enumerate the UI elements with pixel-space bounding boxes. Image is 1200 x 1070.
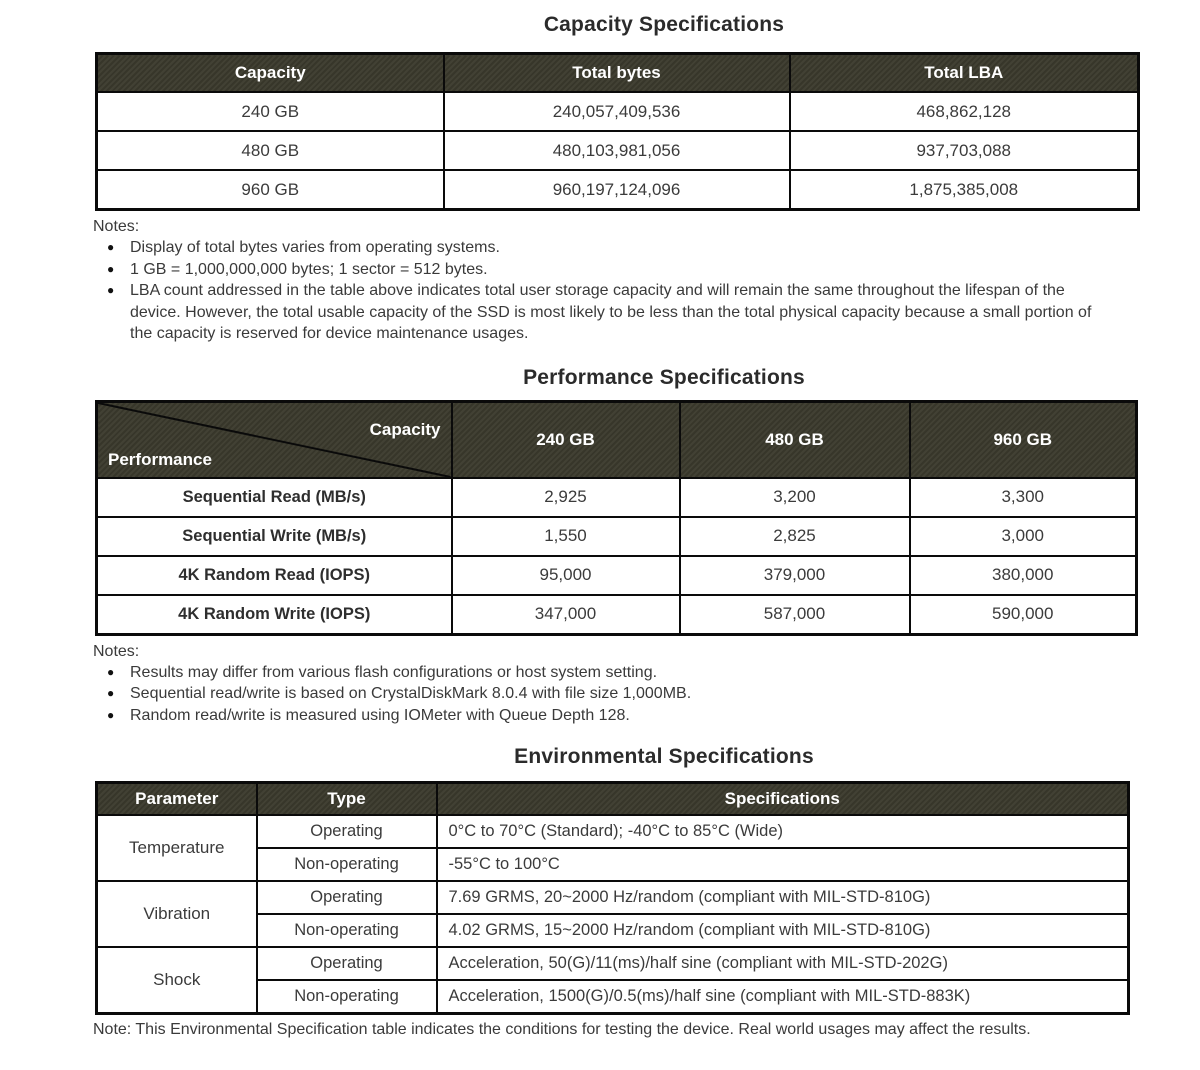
type-cell: Operating	[257, 881, 437, 914]
total-lba-cell: 468,862,128	[790, 92, 1139, 131]
type-cell: Non-operating	[257, 848, 437, 881]
value-cell: 3,000	[910, 517, 1137, 556]
table-row	[97, 881, 1129, 914]
table-row	[97, 947, 1129, 980]
type-cell: Non-operating	[257, 980, 437, 1014]
capacity-notes	[93, 216, 1095, 345]
capacity-cell: 960 GB	[97, 170, 444, 210]
note-text: Sequential read/write is based on CrystalDiskMark 8.0.4 with file size 1,000MB.	[130, 685, 692, 702]
table-row	[97, 170, 1139, 210]
performance-notes	[93, 641, 1095, 727]
note-text: Results may differ from various flash configurations or host system setting.	[130, 663, 658, 681]
column-header-parameter: Parameter	[97, 783, 257, 816]
table-row	[97, 815, 1129, 848]
capacity-cell: 240 GB	[97, 92, 444, 131]
column-header-480gb: 480 GB	[680, 401, 910, 478]
bullet-icon: ●	[107, 664, 115, 679]
bullet-icon: ●	[107, 686, 115, 700]
table-row	[97, 517, 1137, 556]
type-cell: Operating	[257, 947, 437, 980]
note-item	[93, 280, 1095, 345]
capacity-cell: 480 GB	[97, 131, 444, 170]
notes-label: Notes:	[93, 642, 140, 660]
column-header-specifications: Specifications	[437, 783, 1129, 816]
note-text: 1 GB = 1,000,000,000 bytes; 1 sector = 512 bytes.	[130, 260, 488, 278]
note-item	[93, 683, 1095, 705]
note-item	[93, 705, 1095, 727]
performance-metric-label: Sequential Write (MB/s)	[97, 517, 452, 556]
table-header-row	[97, 783, 1129, 816]
table-row	[97, 131, 1139, 170]
performance-metric-label: 4K Random Write (IOPS)	[97, 595, 452, 635]
environmental-note: Note: This Environmental Specification table indicates the conditions for testing the device. Real world usages may affect the results.	[93, 1021, 1031, 1038]
column-header-type: Type	[257, 783, 437, 816]
note-text: Random read/write is measured using IOMeter with Queue Depth 128.	[130, 706, 630, 724]
value-cell: 380,000	[910, 556, 1137, 595]
column-header-240gb: 240 GB	[452, 401, 680, 478]
value-cell: 3,300	[910, 478, 1137, 517]
column-header-total-lba: Total LBA	[790, 54, 1139, 93]
spec-cell: 4.02 GRMS, 15~2000 Hz/random (compliant with MIL-STD-810G)	[437, 914, 1129, 947]
total-bytes-cell: 960,197,124,096	[444, 170, 790, 210]
value-cell: 590,000	[910, 595, 1137, 635]
notes-label: Notes:	[93, 218, 140, 235]
total-lba-cell: 937,703,088	[790, 131, 1139, 170]
total-bytes-cell: 480,103,981,056	[444, 131, 790, 170]
value-cell: 95,000	[452, 556, 680, 595]
performance-section-title: Performance Specifications	[523, 365, 805, 389]
bullet-icon: ●	[107, 261, 115, 276]
environmental-section-title: Environmental Specifications	[514, 745, 814, 768]
total-bytes-cell: 240,057,409,536	[444, 92, 790, 131]
spec-cell: 0°C to 70°C (Standard); -40°C to 85°C (Wide)	[437, 815, 1129, 848]
column-header-960gb: 960 GB	[910, 401, 1137, 478]
performance-metric-label: Sequential Read (MB/s)	[97, 478, 452, 517]
note-item	[93, 259, 1095, 281]
capacity-section-title: Capacity Specifications	[543, 13, 785, 36]
table-row	[97, 92, 1139, 131]
spec-cell: Acceleration, 50(G)/11(ms)/half sine (compliant with MIL-STD-202G)	[437, 947, 1129, 980]
bullet-icon: ●	[107, 240, 115, 254]
value-cell: 3,200	[680, 478, 910, 517]
corner-label-capacity: Capacity	[369, 419, 441, 439]
parameter-cell: Temperature	[97, 815, 257, 881]
corner-label-performance: Performance	[108, 449, 212, 469]
capacity-spec-table	[95, 52, 1140, 211]
spec-cell: Acceleration, 1500(G)/0.5(ms)/half sine (compliant with MIL-STD-883K)	[437, 980, 1129, 1014]
note-item	[93, 237, 1095, 259]
table-header-row	[97, 54, 1139, 93]
value-cell: 379,000	[680, 556, 910, 595]
value-cell: 1,550	[452, 517, 680, 556]
type-cell: Operating	[257, 815, 437, 848]
spec-cell: 7.69 GRMS, 20~2000 Hz/random (compliant with MIL-STD-810G)	[437, 881, 1129, 914]
table-header-row	[97, 401, 1137, 478]
table-row	[97, 478, 1137, 517]
note-text: Display of total bytes varies from operating systems.	[130, 239, 500, 256]
note-text: LBA count addressed in the table above indicates total user storage capacity and will remain the same throughout the lifespan of the device. However, the total usable capacity of the SSD is most likely to be less than the total physical capacity because a small portion of the capacity is reserved for device maintenance usages.	[130, 282, 1092, 342]
parameter-cell: Shock	[97, 947, 257, 1014]
column-header-capacity: Capacity	[97, 54, 444, 93]
parameter-cell: Vibration	[97, 881, 257, 947]
environmental-spec-table	[95, 781, 1130, 1015]
value-cell: 2,925	[452, 478, 680, 517]
spec-cell: -55°C to 100°C	[437, 848, 1129, 881]
corner-header-cell	[97, 401, 452, 478]
value-cell: 587,000	[680, 595, 910, 635]
performance-spec-table	[95, 400, 1138, 636]
performance-metric-label: 4K Random Read (IOPS)	[97, 556, 452, 595]
value-cell: 2,825	[680, 517, 910, 556]
column-header-total-bytes: Total bytes	[444, 54, 790, 93]
total-lba-cell: 1,875,385,008	[790, 170, 1139, 210]
bullet-icon: ●	[107, 283, 115, 297]
table-row	[97, 556, 1137, 595]
table-row	[97, 595, 1137, 635]
type-cell: Non-operating	[257, 914, 437, 947]
value-cell: 347,000	[452, 595, 680, 635]
bullet-icon: ●	[107, 707, 115, 722]
note-item	[93, 662, 1095, 684]
